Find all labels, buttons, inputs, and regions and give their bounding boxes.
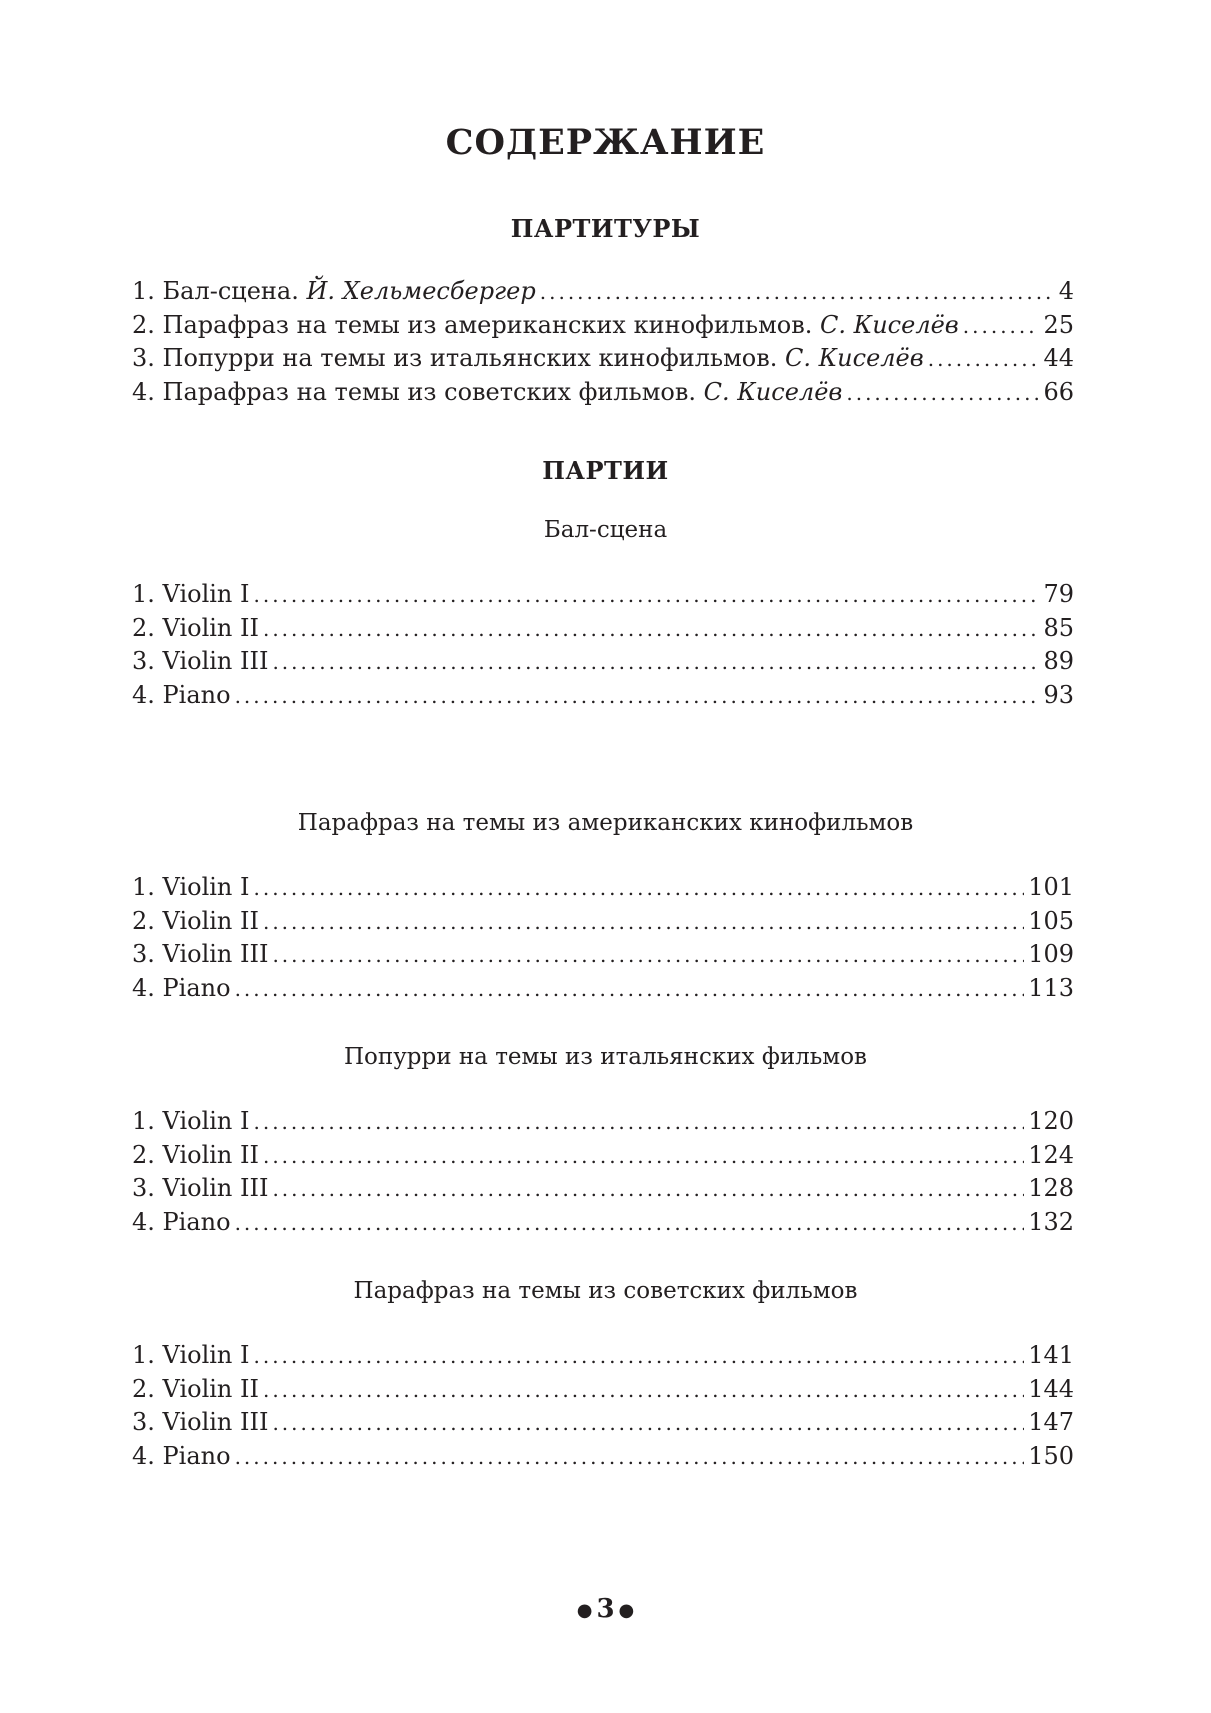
dot-leader bbox=[253, 1340, 1024, 1373]
toc-entry-title: 2. Violin II bbox=[132, 1374, 259, 1403]
dot-leader bbox=[272, 1407, 1024, 1440]
dot-leader bbox=[540, 276, 1055, 309]
dot-leader bbox=[846, 377, 1039, 410]
parts-list bbox=[132, 578, 1074, 712]
toc-entry[interactable] bbox=[132, 1139, 1074, 1173]
parts-list bbox=[132, 871, 1074, 1005]
parts-list bbox=[132, 1105, 1074, 1239]
toc-entry-title: 1. Бал-сцена. Й. Хельмесбергер bbox=[132, 277, 536, 305]
toc-entry-title: 4. Piano bbox=[132, 1441, 231, 1470]
toc-entry[interactable] bbox=[132, 309, 1074, 343]
toc-entry-page: 25 bbox=[1043, 310, 1074, 339]
section-heading-parts: ПАРТИИ bbox=[542, 456, 669, 485]
toc-entry-title: 2. Violin II bbox=[132, 906, 259, 935]
toc-entry[interactable] bbox=[132, 1339, 1074, 1373]
dot-leader bbox=[235, 1441, 1025, 1474]
toc-entry-title: 3. Violin III bbox=[132, 647, 269, 675]
toc-entry[interactable] bbox=[132, 679, 1074, 713]
toc-entry[interactable] bbox=[132, 905, 1074, 939]
toc-entry-title: 1. Violin I bbox=[132, 873, 250, 901]
toc-entry-title: 3. Попурри на темы из итальянских кинофильмов. С. Киселёв bbox=[132, 344, 924, 372]
toc-entry[interactable] bbox=[132, 938, 1074, 972]
toc-entry[interactable] bbox=[132, 1206, 1074, 1240]
toc-entry-author: С. Киселёв bbox=[820, 310, 959, 339]
toc-entry-page: 105 bbox=[1028, 906, 1074, 935]
toc-entry-title: 2. Violin II bbox=[132, 1140, 259, 1169]
toc-entry[interactable] bbox=[132, 1105, 1074, 1139]
toc-entry-page: 113 bbox=[1028, 973, 1074, 1002]
toc-entry-page: 120 bbox=[1028, 1107, 1074, 1135]
toc-entry-page: 124 bbox=[1028, 1140, 1074, 1169]
page-number-value: 3 bbox=[596, 1594, 615, 1624]
dot-leader bbox=[263, 906, 1024, 939]
toc-entry-title: 2. Парафраз на темы из американских кинофильмов. С. Киселёв bbox=[132, 310, 959, 339]
toc-entry-page: 79 bbox=[1043, 580, 1074, 608]
toc-entry-page: 128 bbox=[1028, 1174, 1074, 1202]
dot-leader bbox=[272, 1173, 1024, 1206]
dot-leader bbox=[272, 646, 1039, 679]
toc-entry-author: С. Киселёв bbox=[703, 377, 843, 406]
toc-entry-page: 93 bbox=[1043, 680, 1074, 709]
toc-entry-title: 3. Violin III bbox=[132, 940, 269, 968]
dot-leader bbox=[253, 872, 1024, 905]
toc-entry[interactable] bbox=[132, 342, 1074, 376]
toc-entry[interactable] bbox=[132, 612, 1074, 646]
dot-leader bbox=[235, 680, 1040, 713]
subsection-title: Парафраз на темы из советских фильмов bbox=[353, 1278, 858, 1304]
toc-entry-page: 101 bbox=[1028, 873, 1074, 901]
toc-entry[interactable] bbox=[132, 376, 1074, 410]
toc-entry-title: 1. Violin I bbox=[132, 580, 250, 608]
toc-entry-page: 147 bbox=[1028, 1408, 1074, 1436]
parts-list bbox=[132, 1339, 1074, 1473]
toc-entry-title: 1. Violin I bbox=[132, 1107, 250, 1135]
toc-entry-title: 4. Piano bbox=[132, 1207, 231, 1236]
toc-entry-page: 89 bbox=[1043, 647, 1074, 675]
dot-leader bbox=[235, 1207, 1025, 1240]
toc-entry-page: 144 bbox=[1028, 1374, 1074, 1403]
toc-entry-page: 85 bbox=[1043, 613, 1074, 642]
bullet-icon: ● bbox=[618, 1599, 635, 1621]
toc-entry-title: 4. Парафраз на темы из советских фильмов. С. Киселёв bbox=[132, 377, 843, 406]
toc-entry-page: 141 bbox=[1028, 1341, 1074, 1369]
toc-entry[interactable] bbox=[132, 871, 1074, 905]
page-title: СОДЕРЖАНИЕ bbox=[445, 122, 766, 163]
toc-entry-page: 4 bbox=[1058, 277, 1074, 305]
toc-entry-page: 150 bbox=[1028, 1441, 1074, 1470]
toc-entry-title: 4. Piano bbox=[132, 973, 231, 1002]
toc-entry[interactable] bbox=[132, 1440, 1074, 1474]
subsection-title: Бал-сцена bbox=[543, 517, 668, 543]
subsection-title: Парафраз на темы из американских кинофильмов bbox=[297, 810, 914, 836]
toc-entry[interactable] bbox=[132, 1172, 1074, 1206]
dot-leader bbox=[235, 973, 1025, 1006]
dot-leader bbox=[963, 310, 1040, 343]
page-number bbox=[0, 1594, 1211, 1624]
dot-leader bbox=[263, 613, 1039, 646]
toc-entry-title: 1. Violin I bbox=[132, 1341, 250, 1369]
toc-entry[interactable] bbox=[132, 1406, 1074, 1440]
toc-entry[interactable] bbox=[132, 972, 1074, 1006]
toc-entry-title: 2. Violin II bbox=[132, 613, 259, 642]
toc-entry-title: 3. Violin III bbox=[132, 1174, 269, 1202]
subsection-title: Попурри на темы из итальянских фильмов bbox=[344, 1044, 867, 1070]
toc-entry-author: С. Киселёв bbox=[784, 344, 924, 372]
dot-leader bbox=[253, 1106, 1024, 1139]
toc-entry[interactable] bbox=[132, 1373, 1074, 1407]
toc-entry-page: 109 bbox=[1028, 940, 1074, 968]
toc-entry-title: 4. Piano bbox=[132, 680, 231, 709]
toc-entry[interactable] bbox=[132, 578, 1074, 612]
dot-leader bbox=[272, 939, 1024, 972]
toc-entry-author: Й. Хельмесбергер bbox=[306, 277, 536, 305]
toc-entry-page: 132 bbox=[1028, 1207, 1074, 1236]
toc-entry[interactable] bbox=[132, 275, 1074, 309]
toc-entry-page: 66 bbox=[1043, 377, 1074, 406]
toc-entry[interactable] bbox=[132, 645, 1074, 679]
dot-leader bbox=[263, 1140, 1024, 1173]
dot-leader bbox=[253, 579, 1039, 612]
dot-leader bbox=[263, 1374, 1024, 1407]
toc-entry-title: 3. Violin III bbox=[132, 1408, 269, 1436]
section-heading-scores: ПАРТИТУРЫ bbox=[510, 214, 701, 243]
bullet-icon: ● bbox=[576, 1599, 593, 1621]
dot-leader bbox=[928, 343, 1040, 376]
scores-list bbox=[132, 275, 1074, 409]
toc-entry-page: 44 bbox=[1043, 344, 1074, 372]
